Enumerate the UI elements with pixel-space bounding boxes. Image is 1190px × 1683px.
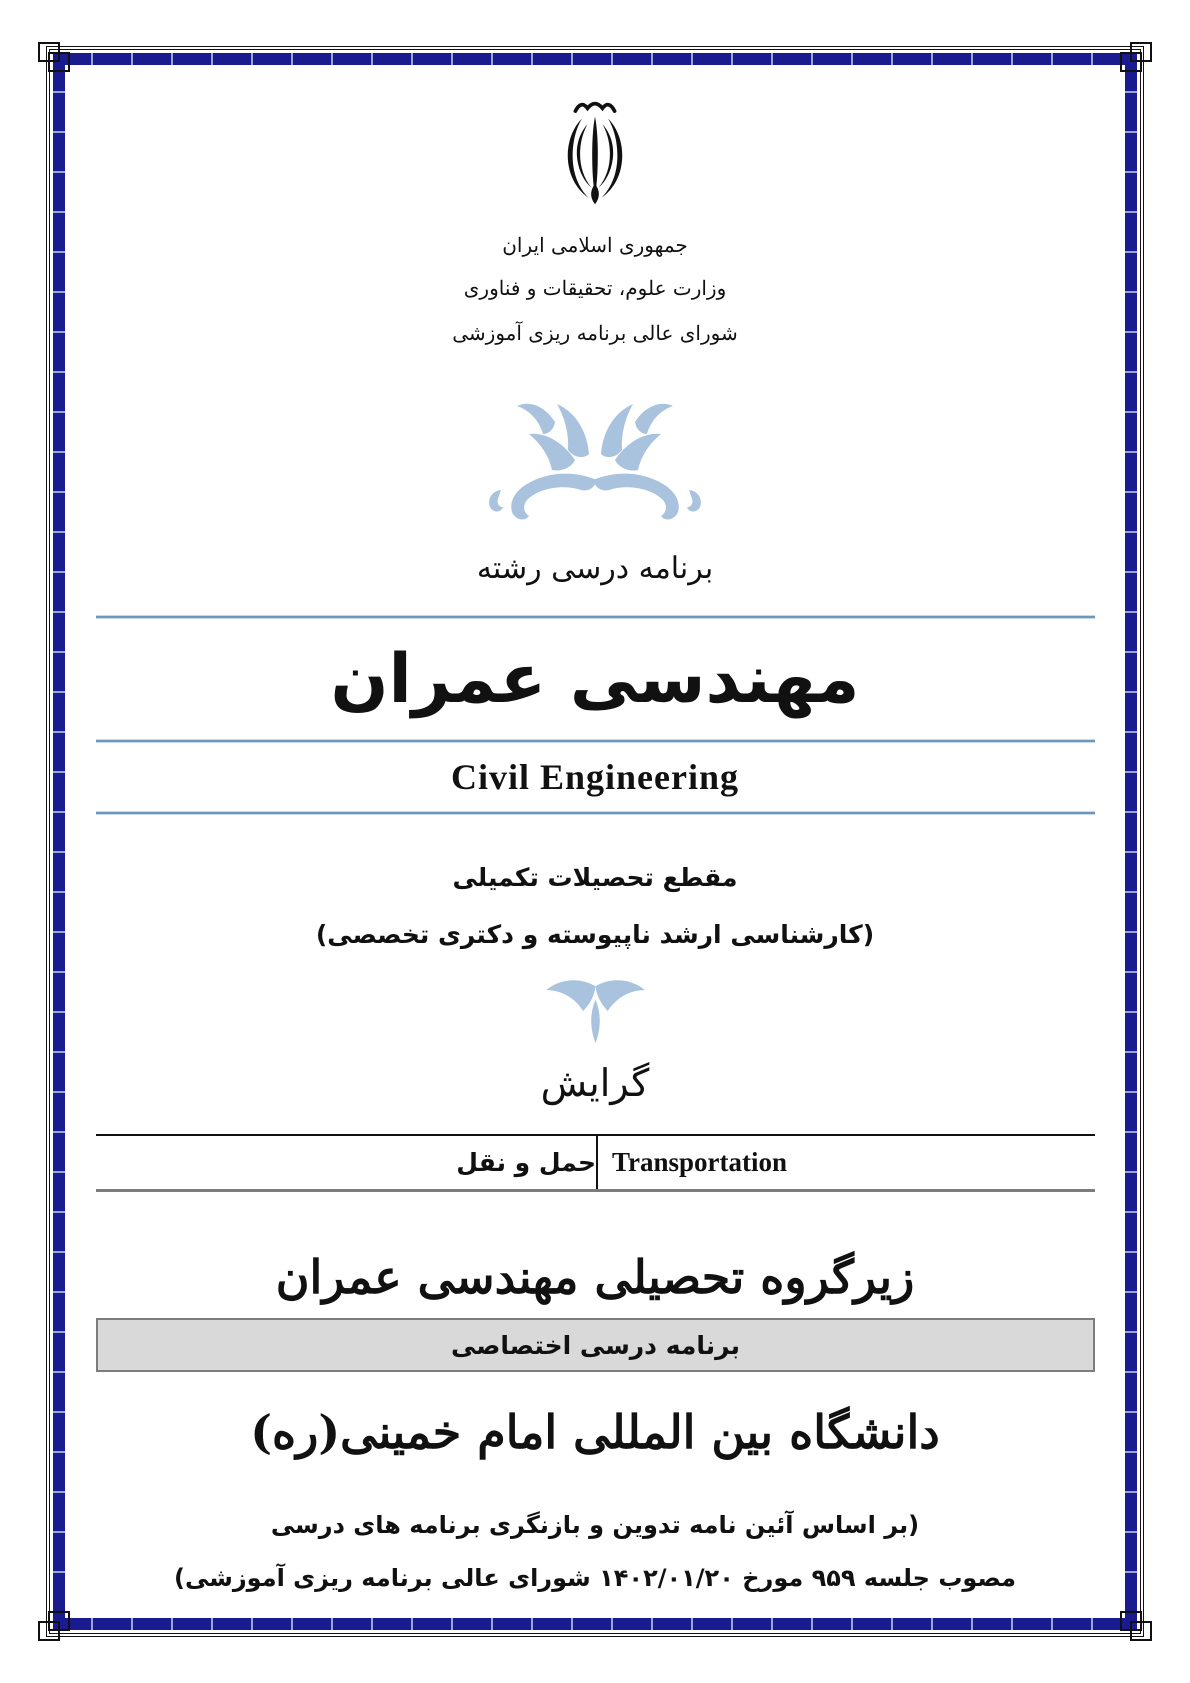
small-flourish-icon bbox=[0, 973, 1190, 1051]
corner-ornament-icon bbox=[48, 52, 70, 72]
level-line-2: (کارشناسی ارشد ناپیوسته و دکتری تخصصی) bbox=[315, 920, 875, 949]
corner-ornament-icon bbox=[1130, 1621, 1152, 1641]
level-line-1: مقطع تحصیلات تکمیلی bbox=[452, 863, 738, 892]
subgroup-line: زیرگروه تحصیلی مهندسی عمران bbox=[275, 1250, 915, 1304]
footer-line-2: مصوب جلسه ۹۵۹ مورخ ۱۴۰۲/۰۱/۲۰ شورای عالی برنامه ریزی آموزشی) bbox=[174, 1564, 1016, 1592]
banner-bar bbox=[96, 1318, 1095, 1372]
corner-ornament-icon bbox=[38, 1621, 60, 1641]
government-line-3: شورای عالی برنامه ریزی آموزشی bbox=[452, 321, 738, 345]
orientation-label: گرایش bbox=[540, 1061, 650, 1105]
corner-ornament-icon bbox=[1120, 52, 1142, 72]
divider-rule bbox=[96, 616, 1095, 618]
orientation-cell-en: Transportation bbox=[596, 1136, 1095, 1189]
field-title-en: Civil Engineering bbox=[450, 757, 740, 797]
corner-ornament-icon bbox=[1130, 42, 1152, 62]
banner-label: برنامه درسی اختصاصی bbox=[450, 1330, 741, 1360]
iran-emblem-icon bbox=[0, 98, 1190, 212]
corner-ornament-icon bbox=[1120, 1611, 1142, 1631]
orientation-table bbox=[96, 1134, 1095, 1192]
corner-ornament-icon bbox=[48, 1611, 70, 1631]
government-line-1: جمهوری اسلامی ایران bbox=[502, 233, 688, 257]
program-label: برنامه درسی رشته bbox=[476, 551, 714, 586]
divider-rule bbox=[96, 812, 1095, 814]
field-title-fa: مهندسی عمران bbox=[330, 640, 860, 719]
divider-rule bbox=[96, 740, 1095, 742]
border-band-bottom bbox=[53, 1618, 1137, 1630]
corner-ornament-icon bbox=[38, 42, 60, 62]
footer-line-1: (بر اساس آئین نامه تدوین و بازنگری برنامه های درسی bbox=[270, 1511, 920, 1539]
border-band-top bbox=[53, 53, 1137, 65]
orientation-cell-fa: حمل و نقل bbox=[456, 1148, 596, 1177]
government-line-2: وزارت علوم، تحقیقات و فناوری bbox=[463, 276, 727, 300]
university-line: دانشگاه بین المللی امام خمینی(ره) bbox=[250, 1405, 940, 1459]
floral-flourish-icon bbox=[0, 392, 1190, 526]
